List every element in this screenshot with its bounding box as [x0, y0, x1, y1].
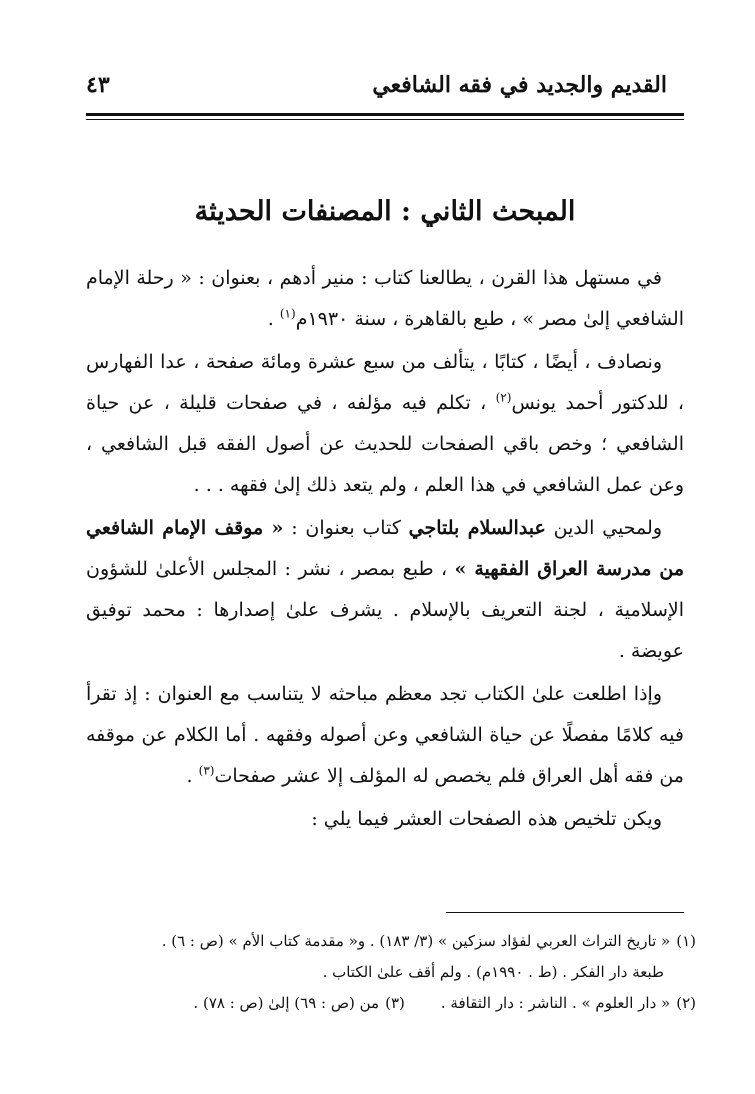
paragraph-1-text: في مستهل هذا القرن ، يطالعنا كتاب : منير أدهم ، بعنوان : « رحلة الإمام الشافعي إلىٰ مصر » ، طبع بالقاهرة ، سنة ١٩٣٠م — [86, 267, 684, 330]
footnote-2-3 — [86, 988, 696, 1019]
footnote-separator — [446, 912, 684, 913]
paragraph-3 — [86, 508, 684, 672]
paragraph-3-author: عبدالسلام بلتاجي — [408, 517, 546, 539]
footnote-1-number: (١) — [676, 932, 696, 950]
paragraph-5 — [86, 799, 684, 840]
paragraph-3-intro: ولمحيي الدين — [545, 517, 662, 539]
footnote-3-text: من (ص : ٦٩) إلىٰ (ص : ٧٨) . — [193, 994, 380, 1012]
header-rule-thin — [86, 119, 684, 120]
footnote-2-text: « دار العلوم » . الناشر : دار الثقافة . — [440, 994, 671, 1012]
footnote-ref-2: (٢) — [495, 390, 512, 405]
section-heading: المبحث الثاني : المصنفات الحديثة — [194, 196, 576, 227]
paragraph-5-text: ويكن تلخيص هذه الصفحات العشر فيما يلي : — [311, 808, 662, 830]
footnotes — [86, 926, 696, 1019]
header-rule-thick — [86, 113, 684, 116]
paragraph-1-tail: . — [267, 308, 280, 330]
footnote-ref-1: (١) — [279, 306, 296, 321]
paragraph-3-rest: ، طبع بمصر ، نشر : المجلس الأعلىٰ للشؤون الإسلامية ، لجنة التعريف بالإسلام . يشرف علىٰ إصدارها : محمد توفيق عويضة . — [86, 558, 684, 662]
paragraph-4-tail: . — [186, 765, 199, 787]
footnote-ref-3: (٣) — [198, 763, 215, 778]
paragraph-4 — [86, 674, 684, 797]
paragraph-4-text: وإذا اطلعت علىٰ الكتاب تجد معظم مباحثه لا يتناسب مع العنوان : إذ تقرأ فيه كلامًا مفصلًا عن حياة الشافعي وعن أصوله وفقهه . أما الكلام عن موقفه من فقه أهل العراق فلم يخصص له المؤلف إلا عشر صفحات — [86, 683, 684, 787]
paragraph-2-text-a: ونصادف ، أيضًا ، كتابًا ، يتألف من سبع عشرة ومائة صفحة ، عدا الفهارس ، للدكتور أحمد يونس — [86, 351, 684, 414]
paragraph-2-text-b: ، تكلم فيه مؤلفه ، في صفحات قليلة ، عن حياة الشافعي ؛ وخص باقي الصفحات للحديث عن أصول الفقه قبل الشافعي ، وعن عمل الشافعي في هذا العلم ، ولم يتعد ذلك إلىٰ فقهه . . . — [86, 392, 684, 496]
paragraph-2 — [86, 342, 684, 506]
footnote-1-line-1: « تاريخ التراث العربي لفؤاد سزكين » (٣/ ١٨٣) . و« مقدمة كتاب الأم » (ص : ٦) . — [161, 932, 671, 950]
paragraph-3-mid: كتاب بعنوان : — [283, 517, 409, 539]
footnote-1 — [86, 926, 696, 957]
paragraph-1 — [86, 258, 684, 340]
footnote-1-continuation — [86, 957, 696, 988]
paragraph-3-book-title: « موقف الإمام الشافعي من مدرسة العراق الفقهية » — [86, 517, 684, 580]
footnote-1-line-2: طبعة دار الفكر . (ط . ١٩٩٠م) . ولم أقف علىٰ الكتاب . — [322, 963, 664, 981]
footnote-2-number: (٢) — [676, 994, 696, 1012]
running-title: القديم والجديد في فقه الشافعي — [372, 72, 667, 98]
page-number: ٤٣ — [86, 72, 110, 98]
footnote-3-number: (٣) — [385, 994, 405, 1012]
body-text — [86, 258, 684, 840]
